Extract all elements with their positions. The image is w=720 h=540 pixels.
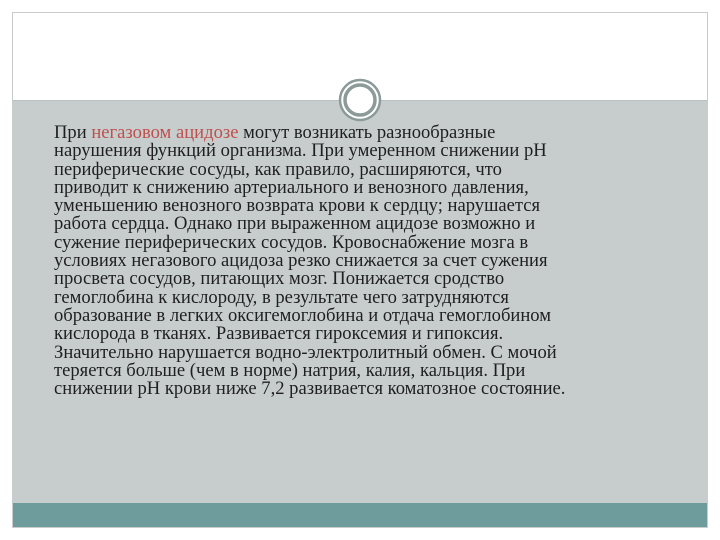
highlighted-term: негазовом ацидозе — [91, 122, 239, 143]
bottom-band — [13, 503, 707, 527]
body-paragraph — [54, 124, 700, 398]
circle-ornament-icon — [338, 78, 382, 122]
paragraph-rest: могут возникать разнообразные нарушения функций организма. При умеренном снижении рН периферические сосуды, как правило, расширяются, что приводит к снижению артериального и венозного давления, уменьшению венозного возврата крови к сердцу; нарушается работа сердца. Однако при выраженном ацидозе возможно и сужение периферических сосудов. Кровоснабжение мозга в условиях негазового ацидоза резко снижается за счет сужения просвета сосудов, питающих мозг. Понижается сродство гемоглобина к кислороду, в результате чего затрудняются образование в легких оксигемоглобина и отдача гемоглобином кислорода в тканях. Развивается гироксемия и гипоксия. Значительно нарушается водно-электролитный обмен. С мочой теряется больше (чем в норме) натрия, калия, кальция. При снижении рН крови ниже 7,2 развивается коматозное состояние. — [54, 122, 566, 400]
paragraph-prefix: При — [54, 122, 92, 143]
